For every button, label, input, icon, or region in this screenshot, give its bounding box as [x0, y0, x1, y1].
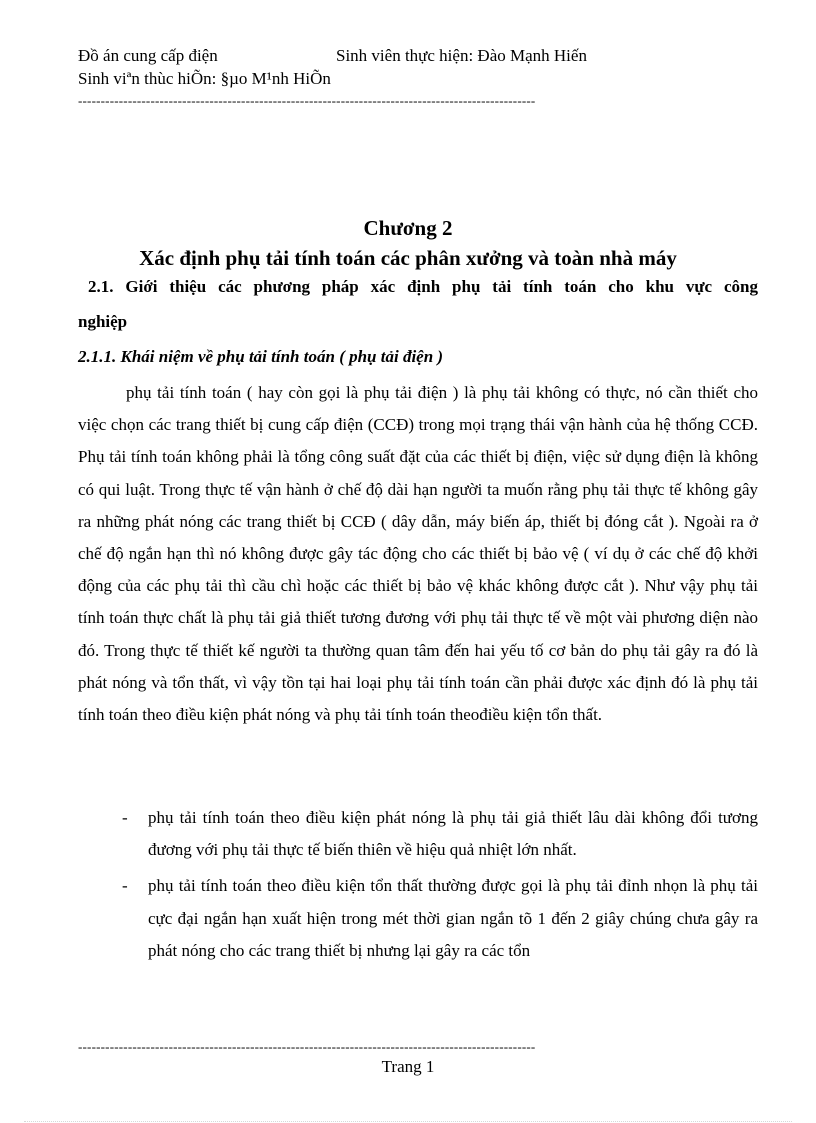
body-text [78, 377, 758, 731]
bullet-list [120, 802, 758, 971]
student-label: Sinh viên thực hiện: Đào Mạnh Hiến [336, 46, 587, 65]
garbled-student-line: Sinh viªn thùc hiÕn: §µo M¹nh HiÕn [78, 69, 331, 88]
footer-rule: ----------------------------------------------------------------------------------------------------- [78, 1040, 536, 1054]
page-number: Trang 1 [381, 1057, 435, 1076]
doc-title: Đồ án cung cấp điện [78, 46, 218, 65]
list-item [120, 802, 758, 866]
chapter-number: Chương 2 [363, 216, 453, 240]
bullet-mark: - [122, 876, 128, 896]
body-paragraph: phụ tải tính toán ( hay còn gọi là phụ tải điện ) là phụ tải không có thực, nó cần thiết cho việc chọn các trang thiết bị cung cấp điện (CCĐ) trong mọi trạng thái vận hành của hệ thống CCĐ. Phụ tải tính toán không phải là tổng công suất đặt của các thiết bị điện, việc sử dụng điện là không có qui luật. Trong thực tế vận hành ở chế độ dài hạn người ta muốn rằng phụ tải thực tế không gây ra những phát nóng các trang thiết bị CCĐ ( dây dẫn, máy biến áp, thiết bị đóng cắt ). Ngoài ra ở chế độ ngắn hạn thì nó không được gây tác động cho các thiết bị bảo vệ ( ví dụ ở các chế độ khởi động của các phụ tải thì cầu chì hoặc các thiết bị bảo vệ khác không được cắt ). Như vậy phụ tải tính toán thực chất là phụ tải giả thiết tương đương với phụ tải thực tế về một vài phương diện nào đó. Trong thực tế thiết kế người ta thường quan tâm đến hai yếu tố cơ bản do phụ tải gây ra đó là phát nóng và tổn thất, vì vậy tồn tại hai loại phụ tải tính toán cần phải được xác định đó là phụ tải tính toán theo điều kiện phát nóng và phụ tải tính toán theođiều kiện tổn thất. [78, 383, 758, 725]
section-2-1-title-line2: nghiệp [78, 312, 128, 331]
section-2-1-title-line1: 2.1. Giới thiệu các phương pháp xác định phụ tải tính toán cho khu vực công [88, 277, 758, 296]
chapter-title: Xác định phụ tải tính toán các phân xưởng và toàn nhà máy [139, 246, 677, 270]
bullet-text: phụ tải tính toán theo điều kiện phát nóng là phụ tải giả thiết lâu dài không đổi tương đương với phụ tải thực tế biến thiên về hiệu quả nhiệt lớn nhất. [148, 808, 758, 860]
bullet-text: phụ tải tính toán theo điều kiện tổn thất thường được gọi là phụ tải đỉnh nhọn là phụ tải cực đại ngắn hạn xuất hiện trong mét thời gian ngắn tõ 1 đến 2 giây chúng chưa gây ra phát nóng cho các trang thiết bị nhưng lại gây ra các tổn [148, 876, 758, 960]
bullet-mark: - [122, 808, 128, 827]
section-2-1-1-title: 2.1.1. Khái niệm về phụ tải tính toán ( phụ tải điện ) [78, 347, 444, 366]
header-rule: ----------------------------------------------------------------------------------------------------- [78, 94, 536, 108]
page-edge-divider [24, 1121, 792, 1122]
list-item [120, 870, 758, 967]
